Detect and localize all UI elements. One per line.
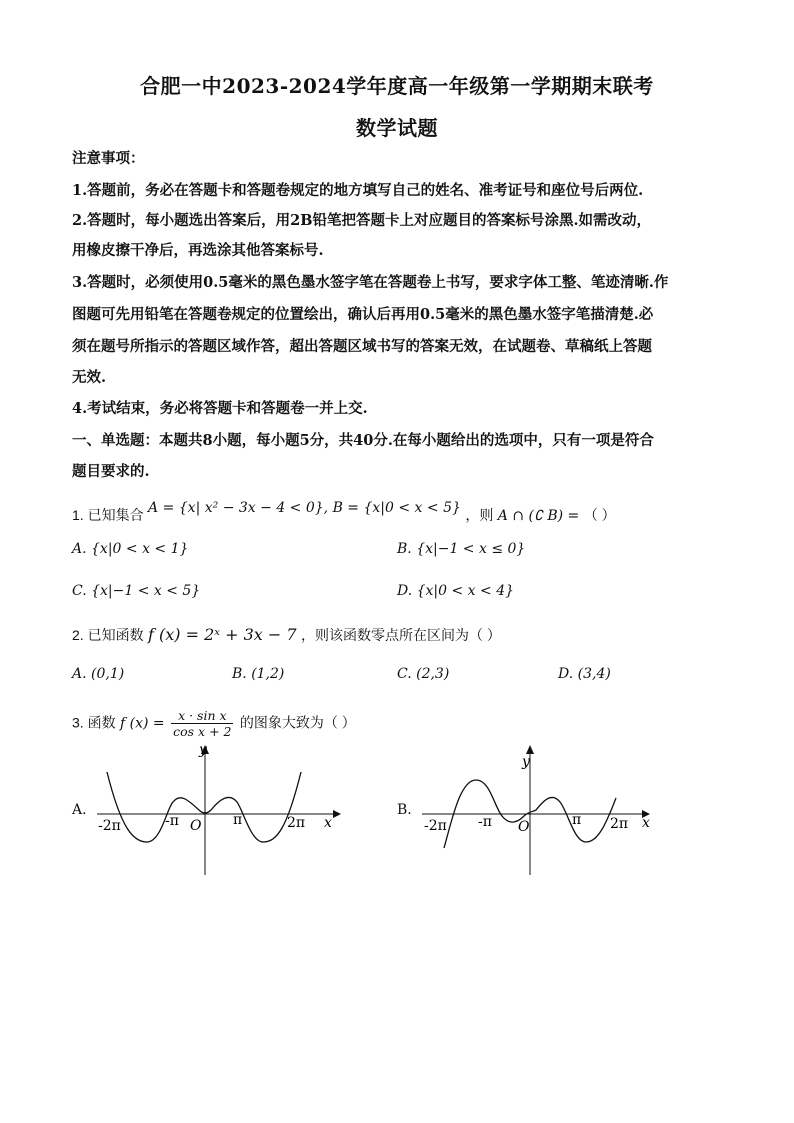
x-label: x xyxy=(324,815,332,831)
curve xyxy=(107,772,301,842)
option-d: D. (3,4) xyxy=(558,666,611,682)
page-subtitle: 数学试题 xyxy=(356,116,438,140)
option-c: C. (2,3) xyxy=(397,666,450,682)
graph-a xyxy=(95,740,345,880)
tick-neg-pi: -π xyxy=(478,814,492,830)
y-label: y xyxy=(199,742,207,758)
page-title: 合肥一中2023-2024学年度高一年级第一学期期末联考 xyxy=(140,74,654,98)
y-label: y xyxy=(522,754,530,770)
notice-line: 3.答题时，必须使用0.5毫米的黑色墨水签字笔在答题卷上书写，要求字体工整、笔迹清晰.作 xyxy=(72,274,669,291)
notice-line: 无效. xyxy=(72,369,107,386)
notice-line: 图题可先用铅笔在答题卷规定的位置绘出，确认后再用0.5毫米的黑色墨水签字笔描清楚.必 xyxy=(72,306,654,323)
notice-line: 须在题号所指示的答题区域作答，超出答题区域书写的答案无效，在试题卷、草稿纸上答题 xyxy=(72,338,652,355)
question-1: 1. 已知集合 A = {x| x² − 3x − 4 < 0}, B = {x|0 < x < 5} ，则 A ∩ (∁ B) = （ ） xyxy=(72,500,616,524)
y-axis-arrow xyxy=(526,745,534,754)
x-label: x xyxy=(642,815,650,831)
notice-heading: 注意事项： xyxy=(72,150,145,167)
option-b: B. {x|−1 < x ≤ 0} xyxy=(397,541,526,557)
option-a: A. (0,1) xyxy=(72,666,125,682)
question-2: 2. 已知函数 f (x) = 2ˣ + 3x − 7 ，则该函数零点所在区间为（ ） xyxy=(72,625,501,644)
option-a: A. {x|0 < x < 1} xyxy=(72,541,189,557)
option-c: C. {x|−1 < x < 5} xyxy=(72,583,201,599)
tick-neg-2pi: -2π xyxy=(424,818,447,834)
tick-neg-pi: -π xyxy=(165,813,179,829)
x-axis-arrow xyxy=(333,810,341,818)
notice-line: 4.考试结束，务必将答题卡和答题卷一并上交. xyxy=(72,400,368,417)
section-heading: 一、单选题：本题共8小题，每小题5分，共40分.在每小题给出的选项中，只有一项是符合 xyxy=(72,432,654,449)
tick-neg-2pi: -2π xyxy=(98,818,121,834)
notice-line: 1.答题前，务必在答题卡和答题卷规定的地方填写自己的姓名、准考证号和座位号后两位. xyxy=(72,182,644,199)
option-a: A. xyxy=(72,802,87,818)
fraction: $\frac{\text{x · sin x}}{\text{cos x + 2}}$ xyxy=(173,708,232,739)
tick-2pi: 2π xyxy=(287,815,306,831)
option-b: B. xyxy=(397,802,412,818)
section-heading: 题目要求的. xyxy=(72,463,150,480)
origin-label: O xyxy=(518,819,530,835)
tick-2pi: 2π xyxy=(610,816,629,832)
notice-line: 用橡皮擦干净后，再选涂其他答案标号. xyxy=(72,242,324,259)
tick-pi: π xyxy=(233,812,243,828)
option-b: B. (1,2) xyxy=(232,666,285,682)
notice-line: 2.答题时，每小题选出答案后，用2B铅笔把答题卡上对应题目的答案标号涂黑.如需改动， xyxy=(72,212,652,229)
origin-label: O xyxy=(190,818,202,834)
option-d: D. {x|0 < x < 4} xyxy=(397,583,515,599)
question-3: 3. 函数 f (x) = $\frac{\text{x · sin x}}{\text{cos x + 2}}$ 的图象大致为（ ） xyxy=(72,708,356,739)
graph-b xyxy=(420,740,670,880)
tick-pi: π xyxy=(572,812,582,828)
